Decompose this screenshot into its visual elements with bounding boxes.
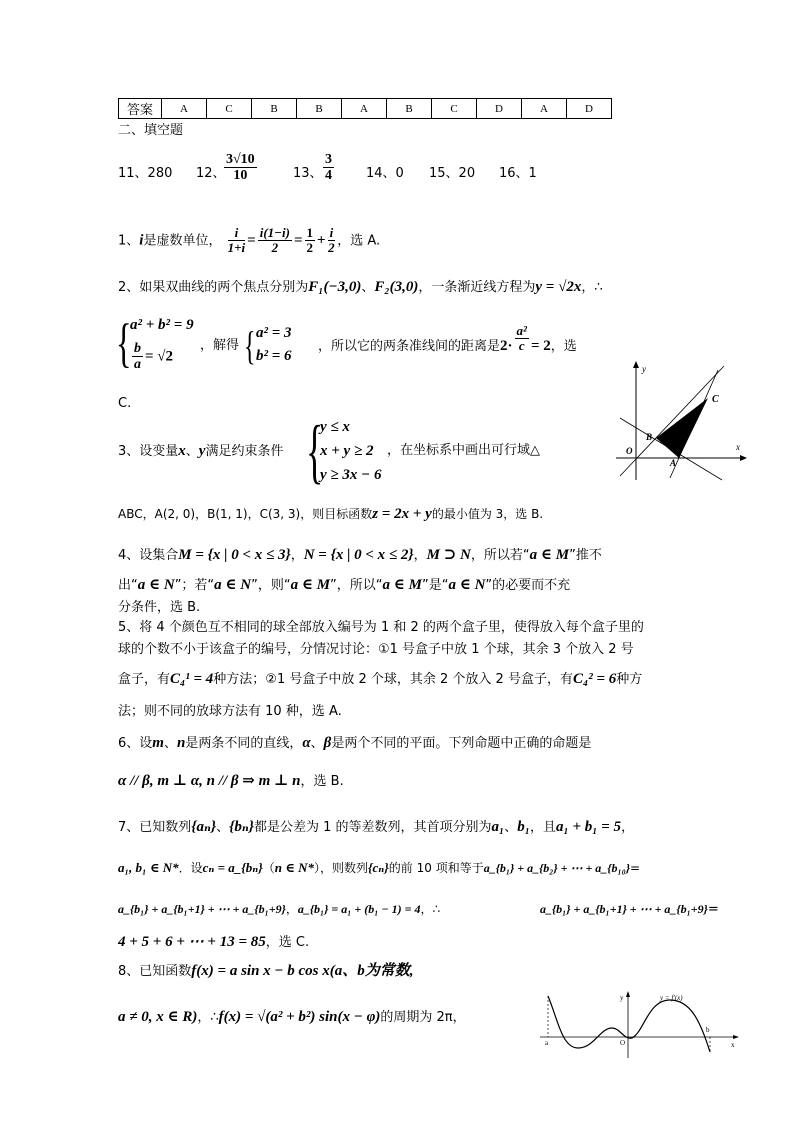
q4-set-m: M = {x | 0 < x ≤ 3} [178, 547, 291, 563]
q5-combo-2: C₄² = 6 [572, 671, 617, 687]
q7-sep: 、 [216, 820, 230, 835]
q1-eq: = [293, 232, 303, 249]
answer-cell: C [432, 99, 477, 119]
fig2-origin-label: O [620, 1039, 626, 1047]
q1-frac4 [328, 226, 336, 256]
q3-text: 的最小值为 3，选 B. [431, 507, 544, 521]
q2-sys2-a: a² = 3 [256, 325, 292, 341]
q2-dist-post: = 2 [530, 338, 551, 354]
q4-a-in-m: a ∈ M [382, 577, 422, 593]
q3-c3: y ≥ 3x − 6 [320, 467, 382, 483]
q3-brace: { [306, 411, 324, 491]
answer-13-den: 4 [325, 168, 332, 184]
q2-text: ，∴ [581, 280, 603, 295]
q2-sys1-frac [132, 341, 143, 373]
q6-expression: α // β, m ⊥ α, n // β ⇒ m ⊥ n [118, 773, 301, 789]
question-2-line-1 [118, 280, 603, 295]
q6-text: 是两个不同的平面。下列命题中正确的命题是 [331, 736, 592, 751]
q7-text: = [707, 902, 719, 917]
fig2-a-label: a [545, 1039, 549, 1047]
q7-text: ．设 [178, 861, 203, 875]
q4-set-n: N = {x | 0 < x ≤ 2} [303, 547, 414, 563]
q1-frac2-den: 2 [271, 240, 279, 256]
q2-f1: F₁(−3,0) [308, 279, 362, 295]
q6-text: ，选 B. [300, 774, 344, 789]
q4-text: ”推不 [569, 548, 602, 563]
q3-sep: 、 [185, 444, 199, 459]
y-axis-arrow-icon [626, 991, 630, 997]
q6-sep: 、 [163, 736, 177, 751]
answer-11: 11、280 [118, 166, 173, 181]
answer-cell: B [387, 99, 432, 119]
q2-f2: F₂(3,0) [374, 279, 419, 295]
q2-text: ，一条渐近线方程为 [418, 280, 536, 295]
q3-c2: x + y ≥ 2 [320, 443, 374, 459]
q6-sep: 、 [310, 736, 324, 751]
fig2-function-label: y = f′(x) [660, 994, 683, 1002]
q4-a-in-n: a ∈ N [214, 577, 252, 593]
fig1-y-label: y [642, 364, 646, 374]
q2-text: 2、如果双曲线的两个焦点分别为 [118, 280, 309, 295]
q3-text: ABC，A(2, 0)，B(1, 1)，C(3, 3)，则目标函数 [118, 507, 373, 521]
q2-sys1-b [130, 341, 173, 373]
question-8-line-2 [118, 1010, 466, 1025]
q4-text: 4、设集合 [118, 548, 179, 563]
q2-sep: 、 [361, 280, 375, 295]
q4-text: ”，则“ [251, 578, 291, 593]
answer-cell: B [297, 99, 342, 119]
q5-text: 盒子，有 [118, 672, 171, 687]
q4-text: 出“ [118, 578, 138, 593]
q4-a-in-n: a ∈ N [137, 577, 175, 593]
q2-dist-num: a² [516, 322, 527, 338]
q6-text: 是两条不同的直线， [185, 736, 303, 751]
q7-natural: a₁, b₁ ∈ N* [118, 860, 179, 875]
q5-text: 种方 [616, 672, 643, 687]
q4-text: ”；若“ [174, 578, 215, 593]
q2-dist-den: c [518, 338, 525, 353]
q3-y: y [198, 443, 206, 459]
q4-text: ”是“ [421, 578, 449, 593]
answer-16: 16、1 [499, 166, 537, 181]
q1-frac4-den: 2 [328, 240, 335, 256]
q7-an: {aₙ} [191, 819, 217, 835]
q7-cseq: {cₙ} [368, 860, 389, 875]
q3-text: 3、设变量 [118, 444, 179, 459]
q2-sys1-den: a [134, 357, 141, 373]
question-7-line-1 [118, 820, 634, 835]
question-6-line-2 [118, 774, 344, 789]
answer-cell: A [342, 99, 387, 119]
q2-sys1-num: b [134, 341, 141, 356]
q1-frac3 [305, 226, 316, 256]
q4-a-in-n: a ∈ N [448, 577, 486, 593]
answer-13-fraction [323, 152, 334, 184]
q7-sum2: a_{b₁} + a_{b₂} + ⋯ + a_{b₁₀} [483, 861, 631, 875]
q8-text: 的周期为 2π， [380, 1010, 466, 1025]
q7-a1: a₁ [491, 819, 505, 835]
fig1-b-label: B [646, 432, 653, 442]
question-8-line-1 [118, 964, 414, 979]
q2-dist-frac [515, 324, 529, 354]
answer-12-fraction [224, 152, 257, 184]
answer-cell: A [522, 99, 567, 119]
question-7-line-3 [118, 903, 440, 915]
x-axis-arrow-icon [733, 1035, 739, 1039]
answer-table [118, 98, 612, 119]
q7-text: ，∴ [420, 902, 441, 916]
q7-series: a_{b₁} + a_{b₁+1} + ⋯ + a_{b₁+9} [540, 902, 708, 916]
q3-x: x [178, 443, 186, 459]
q4-superset: M ⊃ N [426, 547, 471, 563]
q7-text: ，且 [529, 820, 556, 835]
question-3-line-1 [118, 444, 283, 459]
question-5-line-2: 球的个数不小于该盒子的编号，分情况讨论：①1 号盒子中放 1 个球，其余 3 个放入 2 号 [118, 642, 634, 657]
q6-n: n [176, 735, 186, 751]
q7-series: a_{b₁} + a_{b₁+1} + ⋯ + a_{b₁+9} [118, 902, 286, 916]
question-6-line-1 [118, 736, 591, 751]
question-4-line-1 [118, 548, 602, 563]
q4-text: ”，所以“ [330, 578, 383, 593]
question-7-line-3-right [540, 903, 719, 916]
q5-text: 种方法；②1 号盒子中放 2 个球，其余 2 个放入 2 号盒子，有 [213, 672, 573, 687]
q2-text-2 [318, 322, 577, 354]
q3-objective: z = 2x + y [372, 506, 432, 522]
question-5-line-3 [118, 672, 642, 687]
q4-text: ， [413, 548, 427, 563]
q6-text: 6、设 [118, 736, 153, 751]
answer-table-header: 答案 [119, 99, 162, 119]
fig2-y-label: y [620, 994, 624, 1002]
q7-first-term: a_{b₁} = a₁ + (b₁ − 1) = 4 [297, 902, 421, 916]
question-4-line-2 [118, 578, 570, 593]
q7-text: （ [262, 861, 275, 875]
answer-13-num: 3 [325, 152, 332, 167]
q1-frac1-den: 1+i [227, 240, 246, 256]
question-5-line-4: 法；则不同的放球方法有 10 种，选 A. [118, 704, 342, 719]
answer-12-den: 10 [233, 168, 248, 184]
q7-b1: b₁ [517, 819, 530, 835]
q1-text: 是虚数单位， [143, 233, 222, 249]
q7-text: 都是公差为 1 的等差数列，其首项分别为 [253, 820, 492, 835]
q8-text: ，∴ [197, 1010, 219, 1025]
question-4-line-3: 分条件，选 B. [118, 600, 201, 615]
x-axis-arrow-icon [740, 455, 747, 461]
q1-tail: ，选 A. [337, 233, 381, 249]
q1-eq: = [247, 232, 256, 249]
answer-cell: A [162, 99, 207, 119]
fig1-x-label: x [736, 442, 740, 452]
q1-frac1 [228, 226, 246, 256]
q2-sys2-b: b² = 6 [256, 348, 292, 364]
q1-frac4-num: i [329, 225, 334, 240]
q1-i: i [139, 232, 144, 249]
q4-a-in-m: a ∈ M [529, 547, 570, 563]
answer-15: 15、20 [429, 166, 476, 181]
q7-total: 4 + 5 + 6 + ⋯ + 13 = 85 [118, 934, 266, 950]
q2-sys1-a: a² + b² = 9 [130, 317, 194, 333]
q4-text: ”的必要而不充 [485, 578, 571, 593]
fig2-x-label: x [731, 1041, 735, 1049]
derivative-graph-figure [540, 990, 740, 1060]
q8-fx2: f(x) = √(a² + b²) sin(x − φ) [218, 1009, 381, 1025]
q7-text: ， [285, 902, 298, 916]
question-5-line-1: 5、将 4 个颜色互不相同的球全部放入编号为 1 和 2 的两个盒子里，使得放入每个盒子里的 [118, 620, 644, 635]
q7-sep: 、 [504, 820, 518, 835]
answer-12-label: 12、 [196, 166, 226, 181]
q1-frac2 [258, 226, 292, 256]
q7-text: 7、已知数列 [118, 820, 192, 835]
section-title: 二、填空题 [118, 123, 184, 138]
q2-text: ，所以它的两条准线间的距离是 [318, 339, 501, 354]
q8-cond: a ≠ 0, x ∈ R) [118, 1009, 198, 1025]
q2-sys1-rhs: = √2 [145, 348, 174, 365]
q3-text-2: ，在坐标系中画出可行域△ [387, 443, 540, 458]
q8-text: 8、已知函数 [118, 964, 192, 979]
fig2-b-label: b [706, 1026, 710, 1034]
q1-lead: 1、 [118, 233, 140, 249]
feasible-triangle [656, 398, 708, 458]
answer-14: 14、0 [366, 166, 404, 181]
q2-asymptote: y = √2x [535, 279, 582, 295]
q1-frac3-num: 1 [306, 225, 314, 240]
q6-m: m [152, 735, 164, 751]
question-1 [118, 226, 380, 256]
question-3-line-2 [118, 507, 543, 522]
answer-cell: D [567, 99, 612, 119]
y-axis-arrow-icon [633, 361, 639, 368]
q2-text: ，选 [550, 339, 577, 354]
q1-frac3-den: 2 [306, 240, 314, 256]
answer-13-label: 13、 [293, 166, 323, 181]
fig1-c-label: C [712, 394, 719, 405]
q4-text: ， [290, 548, 304, 563]
q6-beta: β [323, 735, 332, 751]
feasible-region-figure [612, 358, 752, 483]
question-7-line-2 [118, 861, 640, 874]
q2-brace-1: { [116, 313, 132, 373]
answer-12-num: 3√10 [226, 152, 255, 167]
q2-brace-2: { [244, 323, 256, 368]
q7-text: ，选 C. [265, 935, 310, 950]
question-7-line-4 [118, 935, 309, 950]
q7-text: = [630, 861, 641, 875]
q2-solve: ，解得 [200, 338, 240, 353]
derivative-curve [548, 996, 710, 1052]
q1-frac2-num: i(1−i) [259, 225, 290, 240]
q5-combo-1: C₄¹ = 4 [170, 671, 214, 687]
fig1-origin-label: O [626, 446, 633, 456]
q8-constants: (a、b为常数, [329, 963, 414, 979]
q1-plus: + [317, 232, 326, 249]
q2-dist-pre: 2· [500, 338, 513, 354]
q2-tail: C. [118, 396, 132, 411]
q6-alpha: α [302, 735, 311, 751]
q8-fx: f(x) = a sin x − b cos x [191, 963, 330, 979]
answer-cell: B [252, 99, 297, 119]
fig1-a-label: A [670, 458, 677, 468]
q7-text: 的前 10 项和等于 [388, 861, 484, 875]
q1-frac1-num: i [228, 226, 246, 241]
answer-cell: D [477, 99, 522, 119]
q7-sum: a₁ + b₁ = 5 [556, 819, 622, 835]
q7-text: ），则数列 [314, 861, 369, 875]
q7-n-in-n: n ∈ N* [274, 860, 314, 875]
q3-text: 满足约束条件 [205, 444, 284, 459]
answer-cell: C [207, 99, 252, 119]
q3-c1: y ≤ x [320, 419, 350, 435]
q7-cn: cₙ = a_{bₙ} [202, 860, 263, 875]
q4-text: ，所以若“ [470, 548, 530, 563]
q4-a-in-m: a ∈ M [290, 577, 331, 593]
q7-text: ， [621, 820, 635, 835]
q7-bn: {bₙ} [229, 819, 254, 835]
